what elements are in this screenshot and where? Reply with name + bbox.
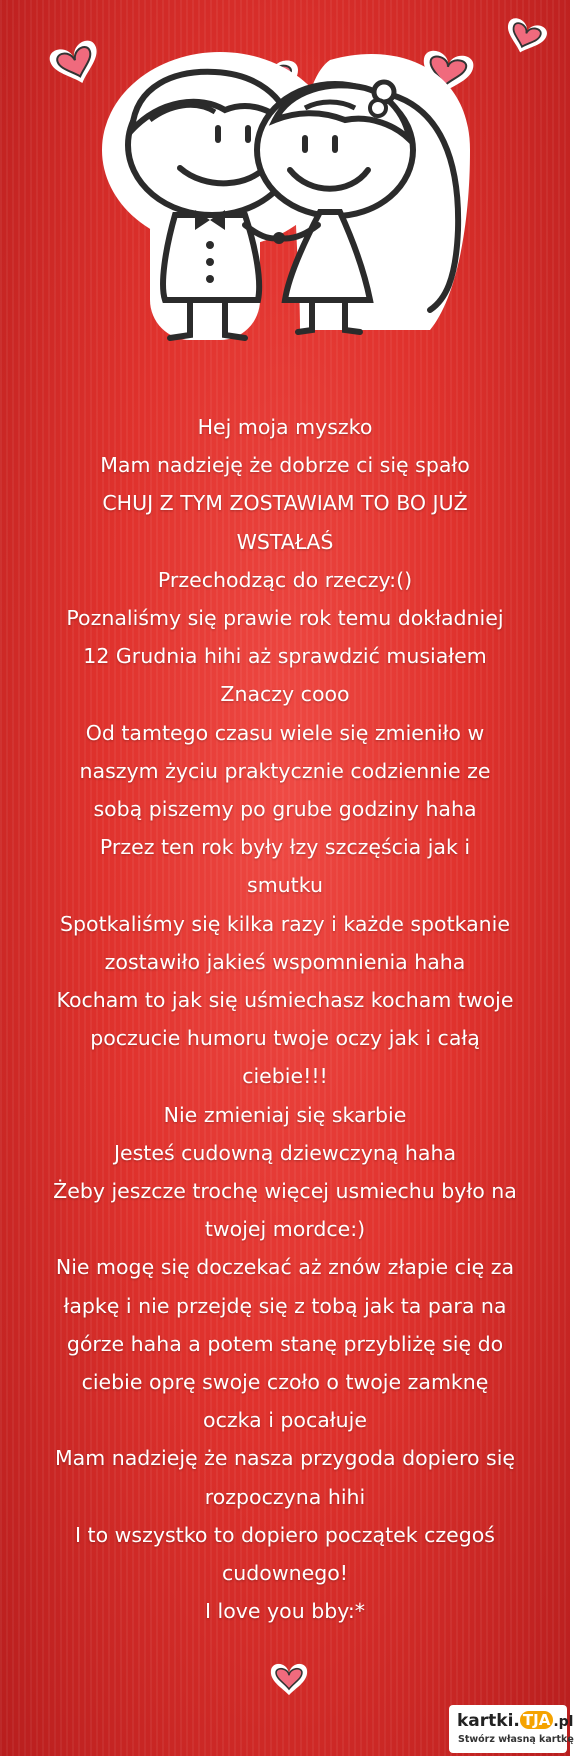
message-line: Poznaliśmy się prawie rok temu dokładniej (66, 606, 504, 631)
message-line: Mam nadzieję że dobrze ci się spało (100, 453, 470, 478)
message-line: zostawiło jakieś wspomnienia haha (104, 949, 466, 974)
message-line: 12 Grudnia hihi aż sprawdzić musiałem (83, 644, 487, 669)
logo-badge: TJA (520, 1711, 553, 1729)
message-line: Znaczy cooo (220, 682, 350, 707)
message-line: twojej mordce:) (204, 1217, 366, 1242)
logo-wordmark (457, 1711, 573, 1731)
message-line: I love you bby:* (204, 1599, 366, 1624)
message-line: cudownego! (222, 1561, 348, 1586)
message-line: rozpoczyna hihi (204, 1484, 366, 1509)
logo-brand: kartki. (457, 1711, 520, 1731)
message-line: Nie mogę się doczekać aż znów złapie cię za (55, 1255, 515, 1280)
message-line: Żeby jeszcze trochę więcej usmiechu było na (53, 1179, 517, 1204)
message-line: Nie zmieniaj się skarbie (163, 1102, 407, 1127)
kartki-logo[interactable] (449, 1705, 574, 1753)
message-line: ciebie!!! (242, 1064, 328, 1089)
heart-icon (47, 38, 105, 90)
heart-icon (501, 16, 549, 58)
message-line: poczucie humoru twoje oczy jak i całą (90, 1026, 480, 1051)
message-line: Przechodząc do rzeczy:() (157, 567, 413, 592)
logo-tld: .pl (553, 1714, 574, 1730)
message-line: łapkę i nie przejdę się z tobą jak ta para na (63, 1293, 507, 1318)
heart-icon (269, 1658, 309, 1696)
card-message (30, 408, 540, 1631)
message-line: Od tamtego czasu wiele się zmieniło w (85, 720, 485, 745)
message-line: smutku (247, 873, 323, 898)
message-line: Jesteś cudowną dziewczyną haha (113, 1140, 457, 1165)
message-line: WSTAŁAŚ (236, 529, 334, 554)
message-line: sobą piszemy po grube godziny haha (93, 797, 477, 822)
message-line: Kocham to jak się uśmiechasz kocham twoje (56, 988, 514, 1013)
message-line: górze haha a potem stanę przybliżę się do (66, 1331, 504, 1356)
message-line: Hej moja myszko (197, 415, 373, 439)
message-line: CHUJ Z TYM ZOSTAWIAM TO BO JUŻ (102, 491, 468, 516)
bride-figure (257, 54, 470, 332)
message-line: Spotkaliśmy się kilka razy i każde spotkanie (60, 911, 510, 936)
message-line: I to wszystko to dopiero początek czegoś (75, 1522, 495, 1547)
message-line: naszym życiu praktycznie codziennie ze (79, 758, 491, 783)
message-line: Mam nadzieję że nasza przygoda dopiero się (54, 1446, 516, 1471)
logo-tagline: Stwórz własną kartkę (458, 1734, 574, 1745)
couple-illustration (0, 0, 570, 400)
message-line: oczka i pocałuje (203, 1408, 367, 1433)
message-line: Przez ten rok były łzy szczęścia jak i (99, 835, 471, 860)
message-line: ciebie oprę swoje czoło o twoje zamknę (81, 1370, 489, 1395)
